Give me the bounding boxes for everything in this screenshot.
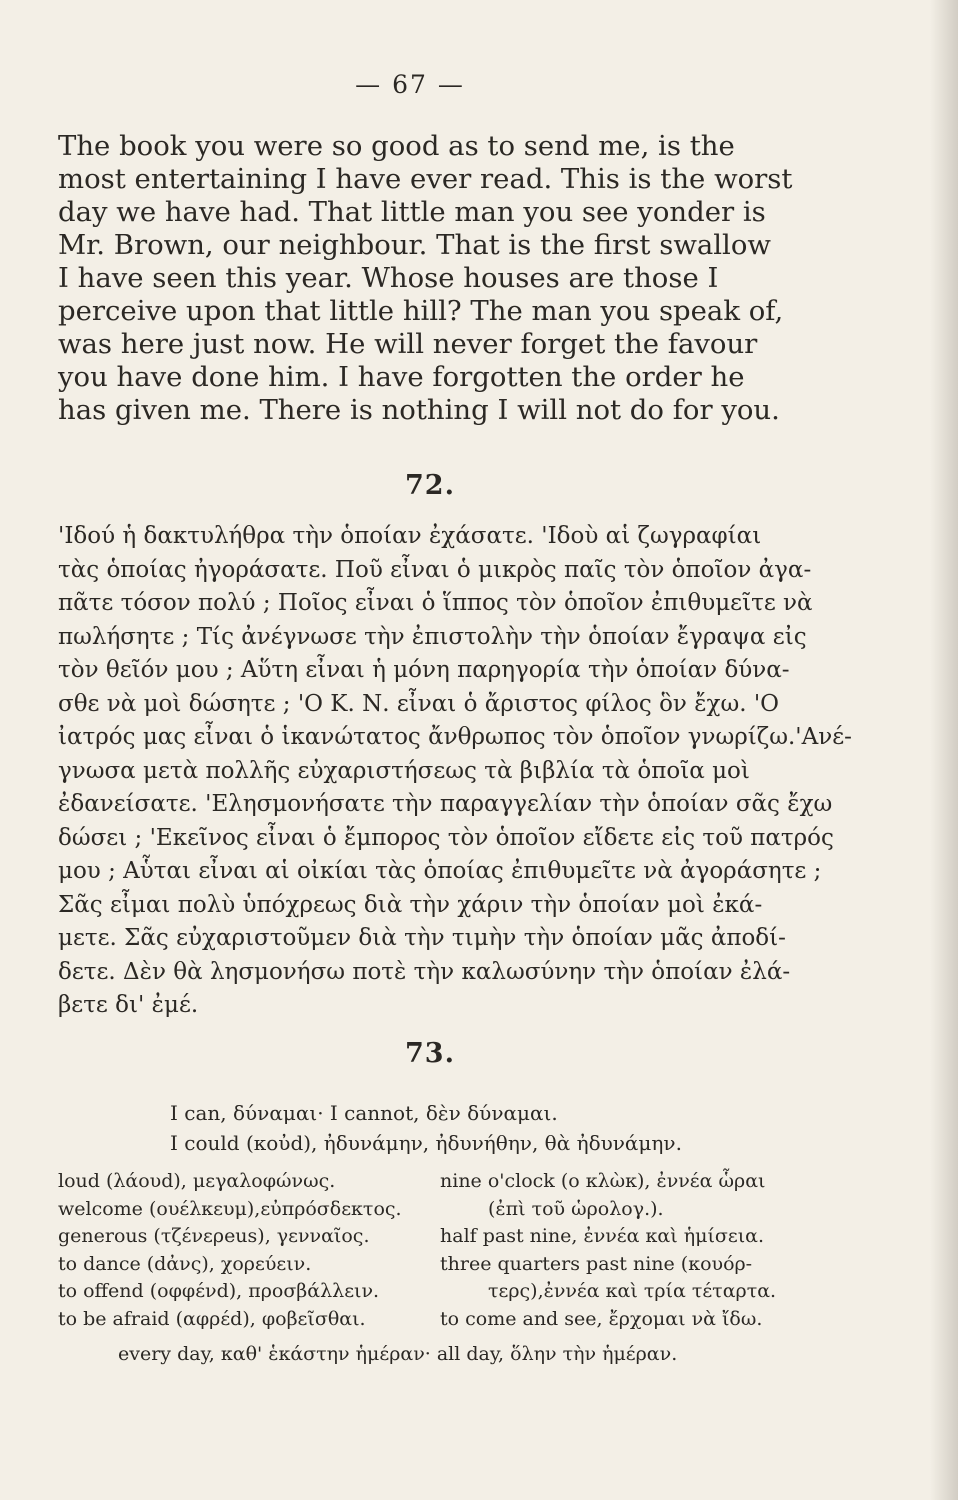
text-line: The book you were so good as to send me, is the <box>58 130 735 162</box>
vocab-entry: loud (λάουd), μεγαλοφώνως. <box>58 1170 336 1192</box>
text-line: ἰατρός μας εἶναι ὁ ἱκανώτατος ἄνθρωπος τὸν ὁποῖον γνωρίζω.'Ανέ- <box>58 724 852 750</box>
text-line: δετε. Δὲν θὰ λησμονήσω ποτὲ τὴν καλωσύνην τὴν ὁποίαν ἐλά- <box>58 958 791 985</box>
page-number: — 67 — <box>355 70 465 99</box>
text-line: day we have had. That little man you see yonder is <box>58 196 766 228</box>
vocab-entry: welcome (ουέλκευμ),εὐπρόσδεκτος. <box>58 1197 402 1220</box>
vocab-entry: half past nine, ἐννέα καὶ ἡμίσεια. <box>440 1225 765 1247</box>
vocab-entry-every-day: every day, καθ' ἑκάστην ἡμέραν· all day, ὅλην τὴν ἡμέραν. <box>118 1343 678 1365</box>
text-line: Mr. Brown, our neighbour. That is the first swallow <box>58 229 771 261</box>
page-edge-shadow <box>930 0 958 1500</box>
text-line: you have done him. I have forgotten the order he <box>58 361 745 393</box>
vocab-entry: to offend (οφφένd), προσβάλλειν. <box>58 1280 380 1302</box>
vocab-entry: to come and see, ἔρχομαι νὰ ἴδω. <box>440 1307 763 1330</box>
text-line: I could (κοὐd), ἠδυνάμην, ἠδυνήθην, θὰ ἠδυνάμην. <box>170 1131 682 1155</box>
text-line: most entertaining I have ever read. This is the worst <box>58 163 793 195</box>
section-number-72: 72. <box>405 470 455 501</box>
text-line: was here just now. He will never forget the favour <box>58 328 758 360</box>
text-line: perceive upon that little hill? The man you speak of, <box>58 295 784 327</box>
text-line: μου ; Αὗται εἶναι αἱ οἰκίαι τὰς ὁποίας ἐπιθυμεῖτε νὰ ἀγοράσητε ; <box>58 858 822 884</box>
vocab-entry-continuation: τερς),ἐννέα καὶ τρία τέταρτα. <box>488 1280 777 1302</box>
text-line: Σᾶς εἶμαι πολὺ ὑπόχρεως διὰ τὴν χάριν τὴν ὁποίαν μοὶ ἐκά- <box>58 891 763 918</box>
text-line: I have seen this year. Whose houses are those I <box>58 262 719 294</box>
verb-forms <box>170 1098 810 1158</box>
text-line: τὰς ὁποίας ἠγοράσατε. Ποῦ εἶναι ὁ μικρὸς παῖς τὸν ὁποῖον ἀγα- <box>58 556 812 583</box>
text-line: γνωσα μετὰ πολλῆς εὐχαριστήσεως τὰ βιβλία τὰ ὁποῖα μοὶ <box>58 757 750 784</box>
vocab-entry: three quarters past nine (κουόρ- <box>440 1252 753 1275</box>
text-line: δώσει ; 'Εκεῖνος εἶναι ὁ ἔμπορος τὸν ὁποῖον εἴδετε εἰς τοῦ πατρός <box>58 824 834 851</box>
vocab-entry: to dance (dἀνς), χορεύειν. <box>58 1252 312 1275</box>
vocab-entry-continuation: (ἐπὶ τοῦ ὡρολογ.). <box>488 1197 664 1220</box>
text-line: μετε. Σᾶς εὐχαριστοῦμεν διὰ τὴν τιμὴν τὴν ὁποίαν μᾶς ἀποδί- <box>58 925 786 951</box>
text-line: πωλήσητε ; Τίς ἀνέγνωσε τὴν ἐπιστολὴν τὴν ὁποίαν ἔγραψα εἰς <box>58 623 807 650</box>
text-line: βετε δι' ἐμέ. <box>58 992 199 1018</box>
section-number-73: 73. <box>405 1038 455 1069</box>
vocab-entry: nine o'clock (ο κλὼκ), ἐννέα ὧραι <box>440 1170 766 1192</box>
text-line: πᾶτε τόσον πολύ ; Ποῖος εἶναι ὁ ἵππος τὸν ὁποῖον ἐπιθυμεῖτε νὰ <box>58 590 813 616</box>
text-line: σθε νὰ μοὶ δώσητε ; 'Ο Κ. Ν. εἶναι ὁ ἄριστος φίλος ὃν ἔχω. 'Ο <box>58 690 780 717</box>
english-exercise-paragraph <box>58 130 818 427</box>
vocab-entry: generous (τζένερeus), γενναῖος. <box>58 1225 370 1247</box>
text-line: τὸν θεῖόν μου ; Αὕτη εἶναι ἡ μόνη παρηγορία τὴν ὁποίαν δύνα- <box>58 657 790 683</box>
vocabulary-right-column <box>440 1168 830 1333</box>
text-line: I can, δύναμαι· I cannot, δὲν δύναμαι. <box>170 1101 558 1125</box>
text-line: has given me. There is nothing I will not do for you. <box>58 394 780 426</box>
text-line: 'Ιδού ἡ δακτυλήθρα τὴν ὁποίαν ἐχάσατε. 'Ιδοὺ αἱ ζωγραφίαι <box>58 523 762 549</box>
vocabulary-left-column <box>58 1168 438 1333</box>
vocab-entry: to be afraid (αφρέd), φοβεῖσθαι. <box>58 1307 366 1330</box>
text-line: ἐδανείσατε. 'Ελησμονήσατε τὴν παραγγελίαν τὴν ὁποίαν σᾶς ἔχω <box>58 791 833 817</box>
greek-exercise-paragraph <box>58 520 852 1023</box>
